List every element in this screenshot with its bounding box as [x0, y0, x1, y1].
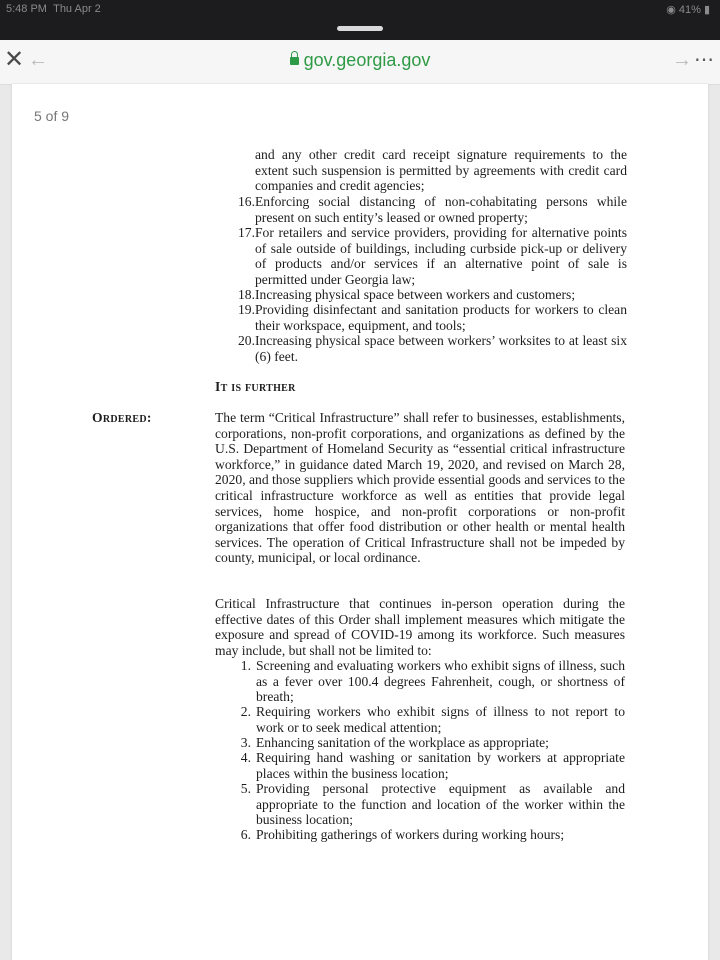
critical-infrastructure-paragraph: Critical Infrastructure that continues in-person operation during the effective dates of this Order shall implement measures which mitigate the exposure and spread of COVID-19 among its workforce. Such measures may include, but shall not be limited to:: [215, 596, 625, 658]
item-number: 5.: [240, 781, 251, 796]
pdf-page[interactable]: [12, 84, 708, 960]
item-text: Prohibiting gatherings of workers during working hours;: [256, 827, 565, 842]
list-item: [231, 225, 627, 287]
more-icon[interactable]: ⋯: [694, 49, 714, 71]
item-number: 16.: [238, 194, 255, 209]
item-text: For retailers and service providers, providing for alternative points of sale outside of buildings, including curbside pick-up or delivery of products and/or services if an alternative point of sale is permitted under Georgia law;: [255, 225, 627, 287]
list-item: [217, 827, 625, 843]
ordered-paragraph: The term “Critical Infrastructure” shall refer to businesses, establishments, corporations, non-profit corporations, and organizations as defined by the U.S. Department of Homeland Security as “essential critical infrastructure workforce,” in guidance dated March 19, 2020, and revised on March 28, 2020, and those suppliers which provide essential goods and services to the critical infrastructure workforce as well as entities that provide legal services, home hospice, and non-profit corporations or non-profit organizations that offer food distribution or other health or mental health services. The operation of Critical Infrastructure shall not be impeded by county, municipal, or local ordinance.: [215, 410, 625, 566]
list-item: [217, 750, 625, 781]
item-number: 4.: [240, 750, 251, 765]
item-text: Screening and evaluating workers who exhibit signs of illness, such as a fever over 100.4 degrees Fahrenheit, cough, or shortness of breath;: [256, 658, 625, 705]
item-text: Providing disinfectant and sanitation products for workers to clean their workspace, equipment, and tools;: [255, 302, 627, 333]
url-text: gov.georgia.gov: [303, 50, 431, 70]
status-battery: ◉ 41% ▮: [666, 4, 710, 16]
list-item: [231, 194, 627, 225]
list-item: [231, 333, 627, 364]
url-bar[interactable]: [0, 46, 720, 73]
lock-icon: [290, 57, 299, 65]
list-item: [217, 658, 625, 705]
list-item: [217, 735, 625, 751]
item-number: 18.: [238, 287, 255, 302]
item-number: 1.: [240, 658, 251, 673]
item-text: Increasing physical space between workers and customers;: [255, 287, 576, 302]
window-grabber[interactable]: [337, 26, 383, 31]
list-item: [231, 287, 627, 303]
item-text: Requiring hand washing or sanitation by workers at appropriate places within the business location;: [256, 750, 625, 781]
item-number: 6.: [240, 827, 251, 842]
forward-arrow-icon[interactable]: →: [672, 49, 692, 71]
list-item: [217, 781, 625, 828]
status-time: 5:48 PM Thu Apr 2: [6, 3, 101, 15]
item-text: Increasing physical space between workers’ worksites to at least six (6) feet.: [255, 333, 627, 364]
ordered-label: Ordered:: [92, 410, 152, 425]
item-text: Enhancing sanitation of the workplace as appropriate;: [256, 735, 549, 750]
close-icon[interactable]: ✕: [4, 46, 25, 73]
list-item: [217, 704, 625, 735]
item-number: 2.: [240, 704, 251, 719]
status-bar: [0, 0, 720, 40]
item-number: 3.: [240, 735, 251, 750]
item-number: 20.: [238, 333, 255, 348]
item-text: Enforcing social distancing of non-cohabitating persons while present on such entity’s leased or owned property;: [255, 194, 627, 225]
item-number: 17.: [238, 225, 255, 240]
item-text: Requiring workers who exhibit signs of illness to not report to work or to seek medical attention;: [256, 704, 625, 735]
item-number: 19.: [238, 302, 255, 317]
it-is-further-heading: It is further: [215, 379, 296, 394]
list-item: [231, 147, 627, 194]
back-arrow-icon[interactable]: ←: [28, 49, 48, 71]
continued-text: and any other credit card receipt signature requirements to the extent such suspension is permitted by agreements with credit card companies and credit agencies;: [255, 147, 627, 194]
page-indicator: 5 of 9: [34, 108, 70, 124]
browser-toolbar: [0, 40, 720, 85]
list-item: [231, 302, 627, 333]
item-text: Providing personal protective equipment as available and appropriate to the function and location of the worker within the business location;: [256, 781, 625, 828]
